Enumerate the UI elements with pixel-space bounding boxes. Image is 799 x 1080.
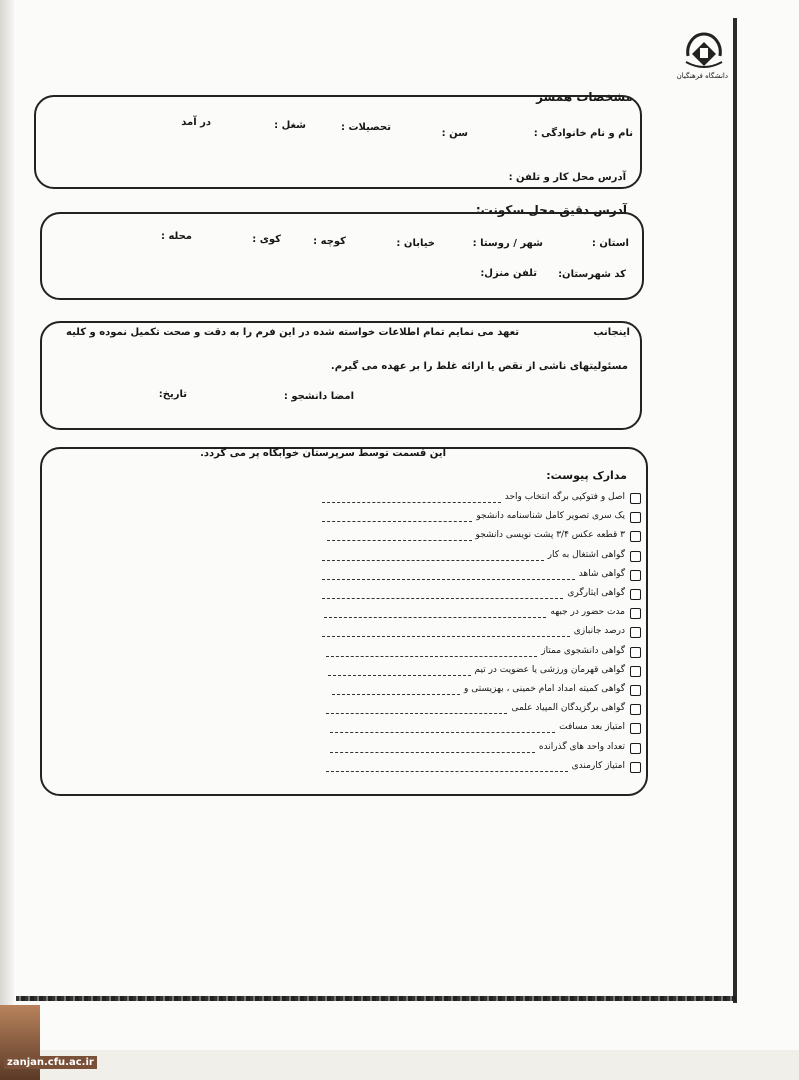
attachment-checkbox[interactable] (630, 762, 641, 773)
attachment-checkbox[interactable] (630, 666, 641, 677)
district-label: محله : (160, 231, 192, 242)
spouse-job-label: شغل : (274, 120, 306, 131)
source-watermark: zanjan.cfu.ac.ir (4, 1056, 97, 1069)
attachment-checkbox[interactable] (630, 589, 641, 600)
attachment-fill-line (330, 732, 555, 733)
attachment-fill-line (322, 560, 544, 561)
attachment-checkbox[interactable] (630, 723, 641, 734)
attachment-item-label: گواهی اشتغال به کار (547, 550, 625, 560)
attachment-fill-line (326, 713, 507, 714)
spouse-section-title: مشخصات همسر (536, 90, 633, 104)
attachment-item-label: تعداد واحد های گذرانده (538, 742, 625, 752)
attachment-fill-line (326, 771, 568, 772)
spouse-education-label: تحصیلات : (340, 122, 391, 133)
attachment-item-label: گواهی کمیته امداد امام خمینی ، بهزیستی و (464, 684, 625, 694)
area-code-label: کد شهرستان: (558, 269, 626, 280)
attachment-item-label: گواهی قهرمان ورزشی یا عضویت در تیم (474, 665, 625, 675)
province-label: استان : (591, 238, 629, 249)
pledge-date-label: تاریخ: (158, 389, 187, 400)
attachment-item-label: مدت حضور در جبهه (550, 607, 625, 617)
attachment-item-label: امتیاز بعد مسافت (559, 722, 625, 732)
supervisor-note: این قسمت توسط سرپرستان خوابگاه پر می گردد. (200, 448, 446, 459)
spouse-age-label: سن : (441, 128, 468, 139)
attachment-fill-line (322, 521, 472, 522)
pledge-line-2: مسئولیتهای ناشی از نقص یا ارائه غلط را بر عهده می گیرم. (330, 361, 628, 372)
attachment-fill-line (322, 636, 570, 637)
lane-label: کوی : (252, 234, 281, 245)
attachment-checkbox[interactable] (630, 493, 641, 504)
attachment-item-label: گواهی دانشجوی ممتاز (541, 646, 625, 656)
attachment-checkbox[interactable] (630, 608, 641, 619)
page-border-right (733, 18, 737, 1003)
attachment-checkbox[interactable] (630, 704, 641, 715)
attachment-checkbox[interactable] (630, 570, 641, 581)
alley-label: کوچه : (313, 236, 346, 247)
spouse-name-label: نام و نام خانوادگی : (533, 128, 633, 139)
attachment-fill-line (322, 598, 563, 599)
attachment-fill-line (332, 694, 460, 695)
attachment-checkbox[interactable] (630, 531, 641, 542)
attachment-item-label: گواهی ایثارگری (567, 588, 625, 598)
attachment-fill-line (330, 752, 535, 753)
attachment-item-label: یک سری تصویر کامل شناسنامه دانشجو (476, 511, 625, 521)
attachment-item-label: ۳ قطعه عکس ۳/۴ پشت نویسی دانشجو (475, 530, 625, 540)
attachment-checkbox[interactable] (630, 743, 641, 754)
attachment-item-label: اصل و فتوکپی برگه انتخاب واحد (504, 492, 625, 502)
pledge-intro: اینجانب (593, 327, 630, 338)
attachment-item-label: گواهی شاهد (578, 569, 625, 579)
attachment-fill-line (322, 502, 501, 503)
residence-section-title: آدرس دقیق محل سکونت: (475, 203, 627, 217)
pledge-line-1: تعهد می نمایم تمام اطلاعات خواسته شده در این فرم را به دقت و صحت تکمیل نموده و کلیه (66, 327, 519, 338)
city-label: شهر / روستا : (472, 238, 543, 249)
attachment-fill-line (324, 617, 546, 618)
student-signature-label: امضا دانشجو : (283, 391, 354, 402)
attachment-fill-line (328, 675, 471, 676)
attachment-checkbox[interactable] (630, 551, 641, 562)
attachments-title: مدارک پیوست: (546, 469, 627, 482)
street-label: خیابان : (396, 238, 435, 249)
spouse-work-address-label: آدرس محل کار و تلفن : (508, 172, 626, 183)
attachment-fill-line (326, 656, 537, 657)
attachment-item-label: امتیاز کارمندی (571, 761, 625, 771)
attachment-item-label: گواهی برگزیدگان المپیاد علمی (511, 703, 625, 713)
university-logo-icon (682, 26, 726, 76)
spouse-income-label: در آمد (181, 117, 211, 128)
attachment-checkbox[interactable] (630, 512, 641, 523)
attachment-fill-line (327, 540, 472, 541)
attachment-fill-line (322, 579, 575, 580)
attachment-item-label: درصد جانبازی (573, 626, 625, 636)
residence-box (40, 212, 644, 300)
attachment-checkbox[interactable] (630, 685, 641, 696)
home-phone-label: تلفن منزل: (480, 268, 537, 279)
logo-caption: دانشگاه فرهنگیان (676, 72, 728, 80)
scan-shadow (0, 0, 14, 1080)
scan-margin (0, 1050, 799, 1080)
attachment-checkbox[interactable] (630, 627, 641, 638)
page-border-bottom (16, 996, 736, 1001)
attachment-checkbox[interactable] (630, 647, 641, 658)
